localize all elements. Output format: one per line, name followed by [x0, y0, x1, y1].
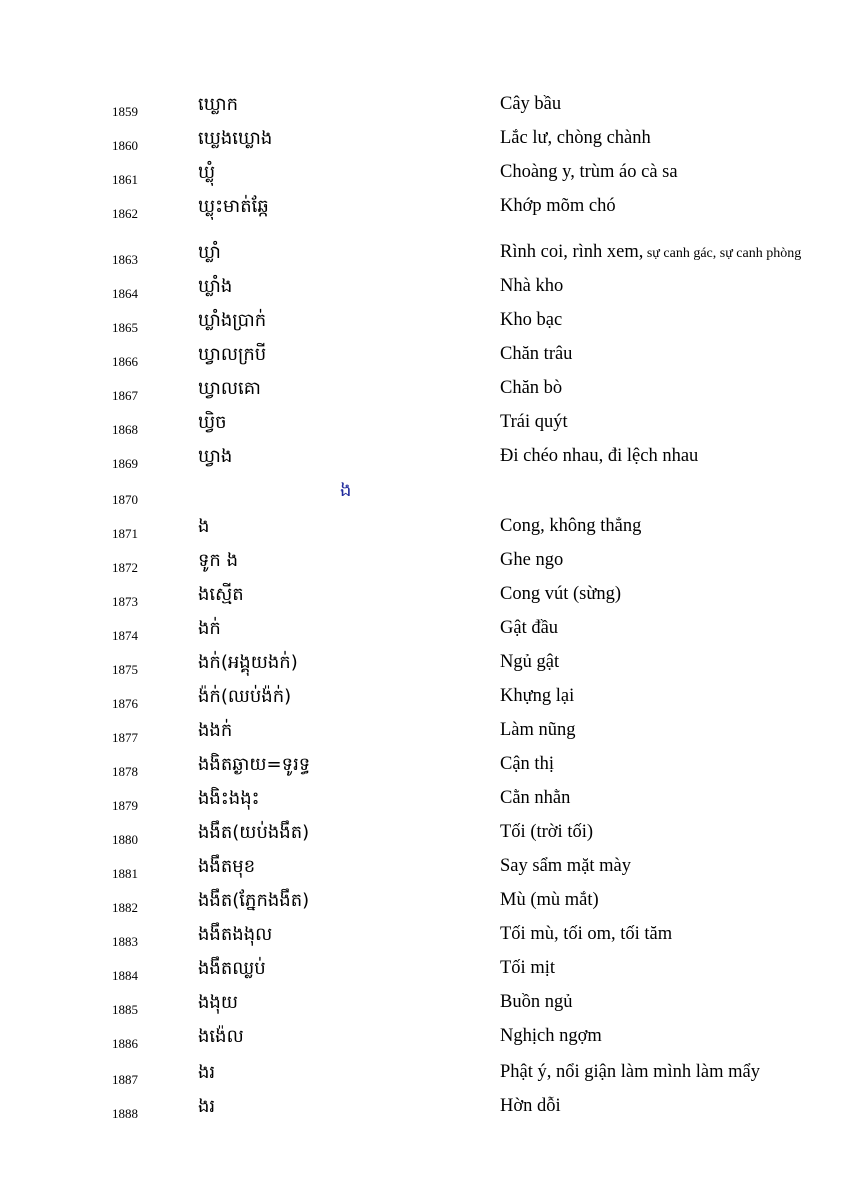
- dictionary-entry: [0, 684, 848, 718]
- vietnamese-translation: [500, 618, 558, 639]
- translation-text: Nhà kho: [500, 276, 564, 296]
- khmer-term: ឃ្វាង: [198, 446, 233, 467]
- dictionary-entry: [0, 410, 848, 444]
- khmer-term: ងក់(អង្គុយងក់): [198, 652, 298, 673]
- dictionary-entry: [0, 820, 848, 854]
- dictionary-entry: [0, 752, 848, 786]
- translation-text: Tối (trời tối): [500, 822, 594, 842]
- entry-number: 1887: [112, 1072, 138, 1087]
- translation-text: Cong vút (sừng): [500, 584, 622, 604]
- khmer-term: ង: [198, 516, 210, 537]
- dictionary-entry: [0, 582, 848, 616]
- translation-text: Cây bầu: [500, 94, 562, 114]
- khmer-term: ង៉ក់(ឈប់ង៉ក់): [198, 686, 292, 707]
- entry-number: 1869: [112, 456, 138, 471]
- dictionary-entry: [0, 718, 848, 752]
- khmer-term: ឃ្លុំ: [198, 162, 216, 183]
- dictionary-entry: [0, 194, 848, 228]
- entry-number: 1872: [112, 560, 138, 575]
- vietnamese-translation: [500, 310, 562, 331]
- vietnamese-translation: [500, 162, 678, 183]
- translation-text: Cận thị: [500, 754, 554, 774]
- vietnamese-translation: [500, 550, 563, 571]
- vietnamese-translation: [500, 378, 562, 399]
- section-heading-letter: ង: [340, 480, 352, 501]
- dictionary-entry: [0, 376, 848, 410]
- vietnamese-translation: [500, 788, 570, 809]
- translation-text: Say sẩm mặt mày: [500, 856, 632, 876]
- vietnamese-translation: [500, 196, 616, 217]
- entry-number: 1888: [112, 1106, 138, 1121]
- khmer-term: ឃ្លេងឃ្លោង: [198, 128, 273, 149]
- vietnamese-translation: [500, 1026, 602, 1047]
- khmer-term: ឃ្លុះមាត់ឆ្កែ: [198, 196, 269, 217]
- khmer-term: ឃ្វាលគោ: [198, 378, 261, 399]
- vietnamese-translation: [500, 344, 572, 365]
- khmer-term: ងរ: [198, 1062, 216, 1083]
- entry-number: 1885: [112, 1002, 138, 1017]
- vietnamese-translation: [500, 720, 576, 741]
- dictionary-entry: [0, 1024, 848, 1058]
- khmer-term: ឃ្លាំង: [198, 276, 233, 297]
- vietnamese-translation: [500, 412, 568, 433]
- dictionary-entry: [0, 444, 848, 478]
- vietnamese-translation: [500, 992, 572, 1013]
- dictionary-entry: [0, 548, 848, 582]
- vietnamese-translation: [500, 856, 631, 877]
- dictionary-entry: [0, 922, 848, 956]
- entry-number: 1884: [112, 968, 138, 983]
- vietnamese-translation: [500, 516, 641, 537]
- khmer-term: ងរ: [198, 1096, 216, 1117]
- translation-text: Lắc lư, chòng chành: [500, 128, 651, 148]
- translation-text: Khựng lại: [500, 686, 575, 706]
- vietnamese-translation: [500, 822, 593, 843]
- translation-extra-text: sự canh gác, sự canh phòng: [643, 246, 802, 261]
- khmer-term: ងងិតឆ្ងាយ=ទូរទ្ធ: [198, 754, 311, 775]
- entry-number: 1876: [112, 696, 138, 711]
- dictionary-entry: [0, 786, 848, 820]
- khmer-term: ងងឹត(ភ្នែកងងឹត): [198, 890, 310, 911]
- entry-number: 1874: [112, 628, 138, 643]
- vietnamese-translation: [500, 1062, 760, 1083]
- vietnamese-translation: [500, 276, 563, 297]
- translation-text: Mù (mù mắt): [500, 890, 599, 910]
- entry-number: 1860: [112, 138, 138, 153]
- vietnamese-translation: [500, 446, 698, 467]
- translation-text: Chăn trâu: [500, 344, 573, 364]
- dictionary-entry: [0, 990, 848, 1024]
- entry-number: 1865: [112, 320, 138, 335]
- dictionary-entry: [0, 92, 848, 126]
- khmer-term: ងងឹតឈ្លប់: [198, 958, 266, 979]
- khmer-term: ឃ្លោក: [198, 94, 238, 115]
- translation-text: Khớp mõm chó: [500, 196, 616, 216]
- vietnamese-translation: [500, 1096, 561, 1117]
- dictionary-entry: [0, 160, 848, 194]
- translation-text: Ngủ gật: [500, 652, 560, 672]
- translation-text: Phật ý, nổi giận làm mình làm mẩy: [500, 1062, 760, 1082]
- entry-number: 1871: [112, 526, 138, 541]
- dictionary-entry: [0, 514, 848, 548]
- dictionary-entry: [0, 274, 848, 308]
- khmer-term: ងស្មើត: [198, 584, 244, 605]
- dictionary-entry: [0, 956, 848, 990]
- translation-text: Ghe ngo: [500, 550, 564, 570]
- translation-text: Đi chéo nhau, đi lệch nhau: [500, 446, 699, 466]
- dictionary-entry: [0, 308, 848, 342]
- vietnamese-translation: [500, 924, 672, 945]
- khmer-term: ងងុយ: [198, 992, 238, 1013]
- vietnamese-translation: [500, 584, 621, 605]
- khmer-term: ឃ្លាំ: [198, 242, 221, 263]
- dictionary-entry: [0, 650, 848, 684]
- khmer-term: ងងឹត(យប់ងងឹត): [198, 822, 310, 843]
- translation-text: Choàng y, trùm áo cà sa: [500, 162, 678, 182]
- dictionary-entry: [0, 342, 848, 376]
- khmer-term: ឃ្វិច: [198, 412, 227, 433]
- entry-number: 1861: [112, 172, 138, 187]
- entry-number: 1875: [112, 662, 138, 677]
- khmer-term: ងង៉េល: [198, 1026, 244, 1047]
- entry-number: 1882: [112, 900, 138, 915]
- khmer-term: ឃ្លាំងប្រាក់: [198, 310, 267, 331]
- translation-text: Kho bạc: [500, 310, 563, 330]
- entry-number: 1881: [112, 866, 138, 881]
- translation-text: Tối mịt: [500, 958, 555, 978]
- translation-text: Tối mù, tối om, tối tăm: [500, 924, 673, 944]
- translation-text: Chăn bò: [500, 378, 563, 398]
- entry-number: 1866: [112, 354, 138, 369]
- khmer-term: ងងក់: [198, 720, 233, 741]
- vietnamese-translation: [500, 890, 599, 911]
- entry-number: 1870: [112, 492, 138, 507]
- dictionary-entry: [0, 126, 848, 160]
- entry-number: 1864: [112, 286, 138, 301]
- translation-text: Làm nũng: [500, 720, 576, 740]
- entry-number: 1880: [112, 832, 138, 847]
- translation-text: Rình coi, rình xem,: [500, 242, 644, 262]
- entry-number: 1862: [112, 206, 138, 221]
- dictionary-entry: [0, 1094, 848, 1128]
- entry-number: 1863: [112, 252, 138, 267]
- vietnamese-translation: [500, 128, 651, 149]
- dictionary-entry: [0, 616, 848, 650]
- vietnamese-translation: [500, 652, 559, 673]
- entry-number: 1868: [112, 422, 138, 437]
- khmer-term: ឃ្វាលក្របី: [198, 344, 267, 365]
- dictionary-entry: [0, 240, 848, 274]
- translation-text: Nghịch ngợm: [500, 1026, 602, 1046]
- khmer-term: ងងឹតមុខ: [198, 856, 256, 877]
- dictionary-entry: [0, 888, 848, 922]
- entry-number: 1867: [112, 388, 138, 403]
- vietnamese-translation: [500, 958, 555, 979]
- vietnamese-translation: [500, 686, 574, 707]
- dictionary-entry: [0, 854, 848, 888]
- vietnamese-translation: [500, 242, 801, 263]
- entry-number: 1873: [112, 594, 138, 609]
- translation-text: Buồn ngủ: [500, 992, 573, 1012]
- translation-text: Cằn nhằn: [500, 788, 571, 808]
- entry-number: 1886: [112, 1036, 138, 1051]
- dictionary-entry: [0, 1060, 848, 1094]
- translation-text: Trái quýt: [500, 412, 568, 432]
- entry-number: 1883: [112, 934, 138, 949]
- entry-number: 1879: [112, 798, 138, 813]
- vietnamese-translation: [500, 754, 554, 775]
- entry-number: 1878: [112, 764, 138, 779]
- entry-number: 1877: [112, 730, 138, 745]
- translation-text: Gật đầu: [500, 618, 559, 638]
- khmer-term: ងក់: [198, 618, 221, 639]
- khmer-term: ងងឹតងងុល: [198, 924, 273, 945]
- khmer-term: ទូក ង: [198, 550, 238, 571]
- translation-text: Cong, không thẳng: [500, 516, 642, 536]
- khmer-term: ងងិះងងុះ: [198, 788, 260, 809]
- vietnamese-translation: [500, 94, 561, 115]
- translation-text: Hờn dỗi: [500, 1096, 561, 1116]
- dictionary-entry: [0, 480, 848, 514]
- entry-number: 1859: [112, 104, 138, 119]
